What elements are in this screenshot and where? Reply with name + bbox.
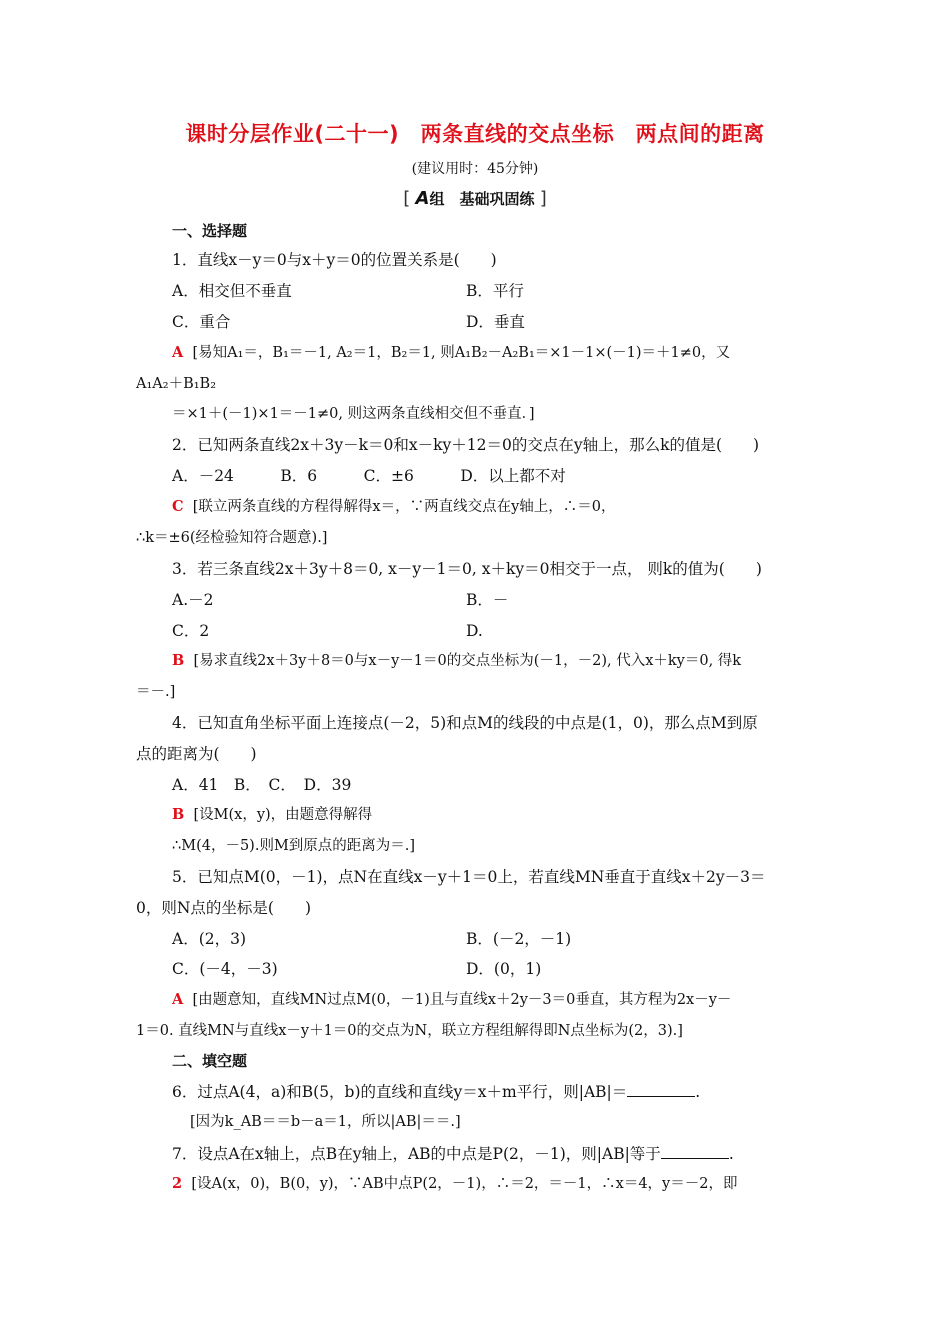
q1-option-d: D．垂直 <box>466 313 525 331</box>
question-6 <box>172 1081 700 1102</box>
section-heading-fill: 二、填空题 <box>172 1052 248 1070</box>
answer-key: 2 <box>172 1175 183 1192</box>
answer-text: [设A(x，0)，B(0，y)，∵AB中点P(2，－1)，∴＝2，＝－1，∴x＝4，y＝－2，即 <box>191 1176 738 1192</box>
answer-text: [易知A₁＝，B₁＝－1, A₂＝1，B₂＝1, 则A₁B₂－A₂B₁＝×1－1×(－1)＝＋1≠0，又 <box>192 345 731 361</box>
answer-2 <box>172 497 616 517</box>
q5-option-c: C．(－4，－3) <box>172 960 278 978</box>
answer-6: [因为k_AB＝＝b－a＝1，所以|AB|＝＝.] <box>190 1114 461 1130</box>
question-4-line-2: 点的距离为( ) <box>136 745 257 763</box>
answer-3-line-2: ＝－.] <box>136 684 176 700</box>
q1-option-c: C．重合 <box>172 313 231 331</box>
answer-key: B <box>172 806 185 823</box>
question-2: 2．已知两条直线2x＋3y－k＝0和x－ky＋12＝0的交点在y轴上，那么k的值是( ) <box>172 436 760 454</box>
question-7 <box>172 1143 734 1164</box>
question-5-line-2: 0，则N点的坐标是( ) <box>136 899 312 917</box>
q1-option-a: A．相交但不垂直 <box>172 282 292 300</box>
answer-1-line-3: ＝×1＋(－1)×1＝－1≠0, 则这两条直线相交但不垂直．] <box>172 406 535 422</box>
answer-blank <box>661 1143 729 1159</box>
answer-key: A <box>172 991 184 1008</box>
q1-option-b: B．平行 <box>466 282 524 300</box>
answer-4-line-2: ∴M(4，－5).则M到原点的距离为＝.] <box>172 838 416 854</box>
q5-option-b: B．(－2，－1) <box>466 930 572 948</box>
question-end: . <box>695 1083 701 1101</box>
answer-text: [设M(x，y)，由题意得解得 <box>193 807 373 823</box>
bracket-right: ] <box>539 188 547 209</box>
q5-option-a: A．(2，3) <box>172 930 247 948</box>
question-5: 5．已知点M(0，－1)，点N在直线x－y＋1＝0上，若直线MN垂直于直线x＋2y－3＝ <box>172 868 766 886</box>
question-text: 7．设点A在x轴上，点B在y轴上，AB的中点是P(2，－1)，则|AB|等于 <box>172 1145 661 1163</box>
q3-option-a: A.－2 <box>172 591 214 609</box>
answer-text: [由题意知，直线MN过点M(0，－1)且与直线x＋2y－3＝0垂直，其方程为2x－y－ <box>192 992 732 1008</box>
answer-text: [易求直线2x＋3y＋8＝0与x－y－1＝0的交点坐标为(－1，－2), 代入x＋ky＝0, 得k <box>193 653 742 669</box>
question-end: . <box>728 1145 734 1163</box>
answer-text: [联立两条直线的方程得解得x＝，∵两直线交点在y轴上，∴＝0， <box>192 499 616 515</box>
q3-option-d: D. <box>466 622 483 640</box>
answer-2-line-2: ∴k＝±6(经检验知符合题意).] <box>136 530 328 546</box>
question-3: 3．若三条直线2x＋3y＋8＝0, x－y－1＝0, x＋ky＝0相交于一点， 则k的值为( ) <box>172 560 762 578</box>
bracket-left: [ <box>403 188 411 209</box>
q4-options: A．41 B． C． D．39 <box>172 776 352 794</box>
answer-key: A <box>172 344 184 361</box>
answer-1-line-2: A₁A₂＋B₁B₂ <box>136 376 217 392</box>
group-badge: A <box>415 188 430 209</box>
answer-7 <box>172 1174 737 1194</box>
question-1: 1．直线x－y＝0与x＋y＝0的位置关系是( ) <box>172 251 497 269</box>
answer-key: C <box>172 498 184 515</box>
answer-5 <box>172 990 731 1010</box>
answer-key: B <box>172 652 185 669</box>
suggested-time: (建议用时：45分钟) <box>411 161 539 177</box>
q5-option-d: D．(0，1) <box>466 960 542 978</box>
answer-4 <box>172 805 372 825</box>
q3-option-b: B．－ <box>466 591 509 609</box>
group-label: 组 基础巩固练 <box>429 190 535 208</box>
section-heading-choice: 一、选择题 <box>172 222 248 240</box>
page-title: 课时分层作业(二十一) 两条直线的交点坐标 两点间的距离 <box>185 122 765 146</box>
q2-options: A．－24 B．6 C．±6 D．以上都不对 <box>172 467 566 485</box>
question-4: 4．已知直角坐标平面上连接点(－2，5)和点M的线段的中点是(1，0)，那么点M到原 <box>172 714 758 732</box>
question-text: 6．过点A(4，a)和B(5，b)的直线和直线y＝x＋m平行，则|AB|＝ <box>172 1083 628 1101</box>
answer-1 <box>172 343 730 363</box>
group-heading <box>0 188 950 209</box>
answer-blank <box>627 1081 695 1097</box>
answer-3 <box>172 651 741 671</box>
q3-option-c: C．2 <box>172 622 210 640</box>
answer-5-line-2: 1＝0. 直线MN与直线x－y＋1＝0的交点为N，联立方程组解得即N点坐标为(2，3).] <box>136 1023 683 1039</box>
